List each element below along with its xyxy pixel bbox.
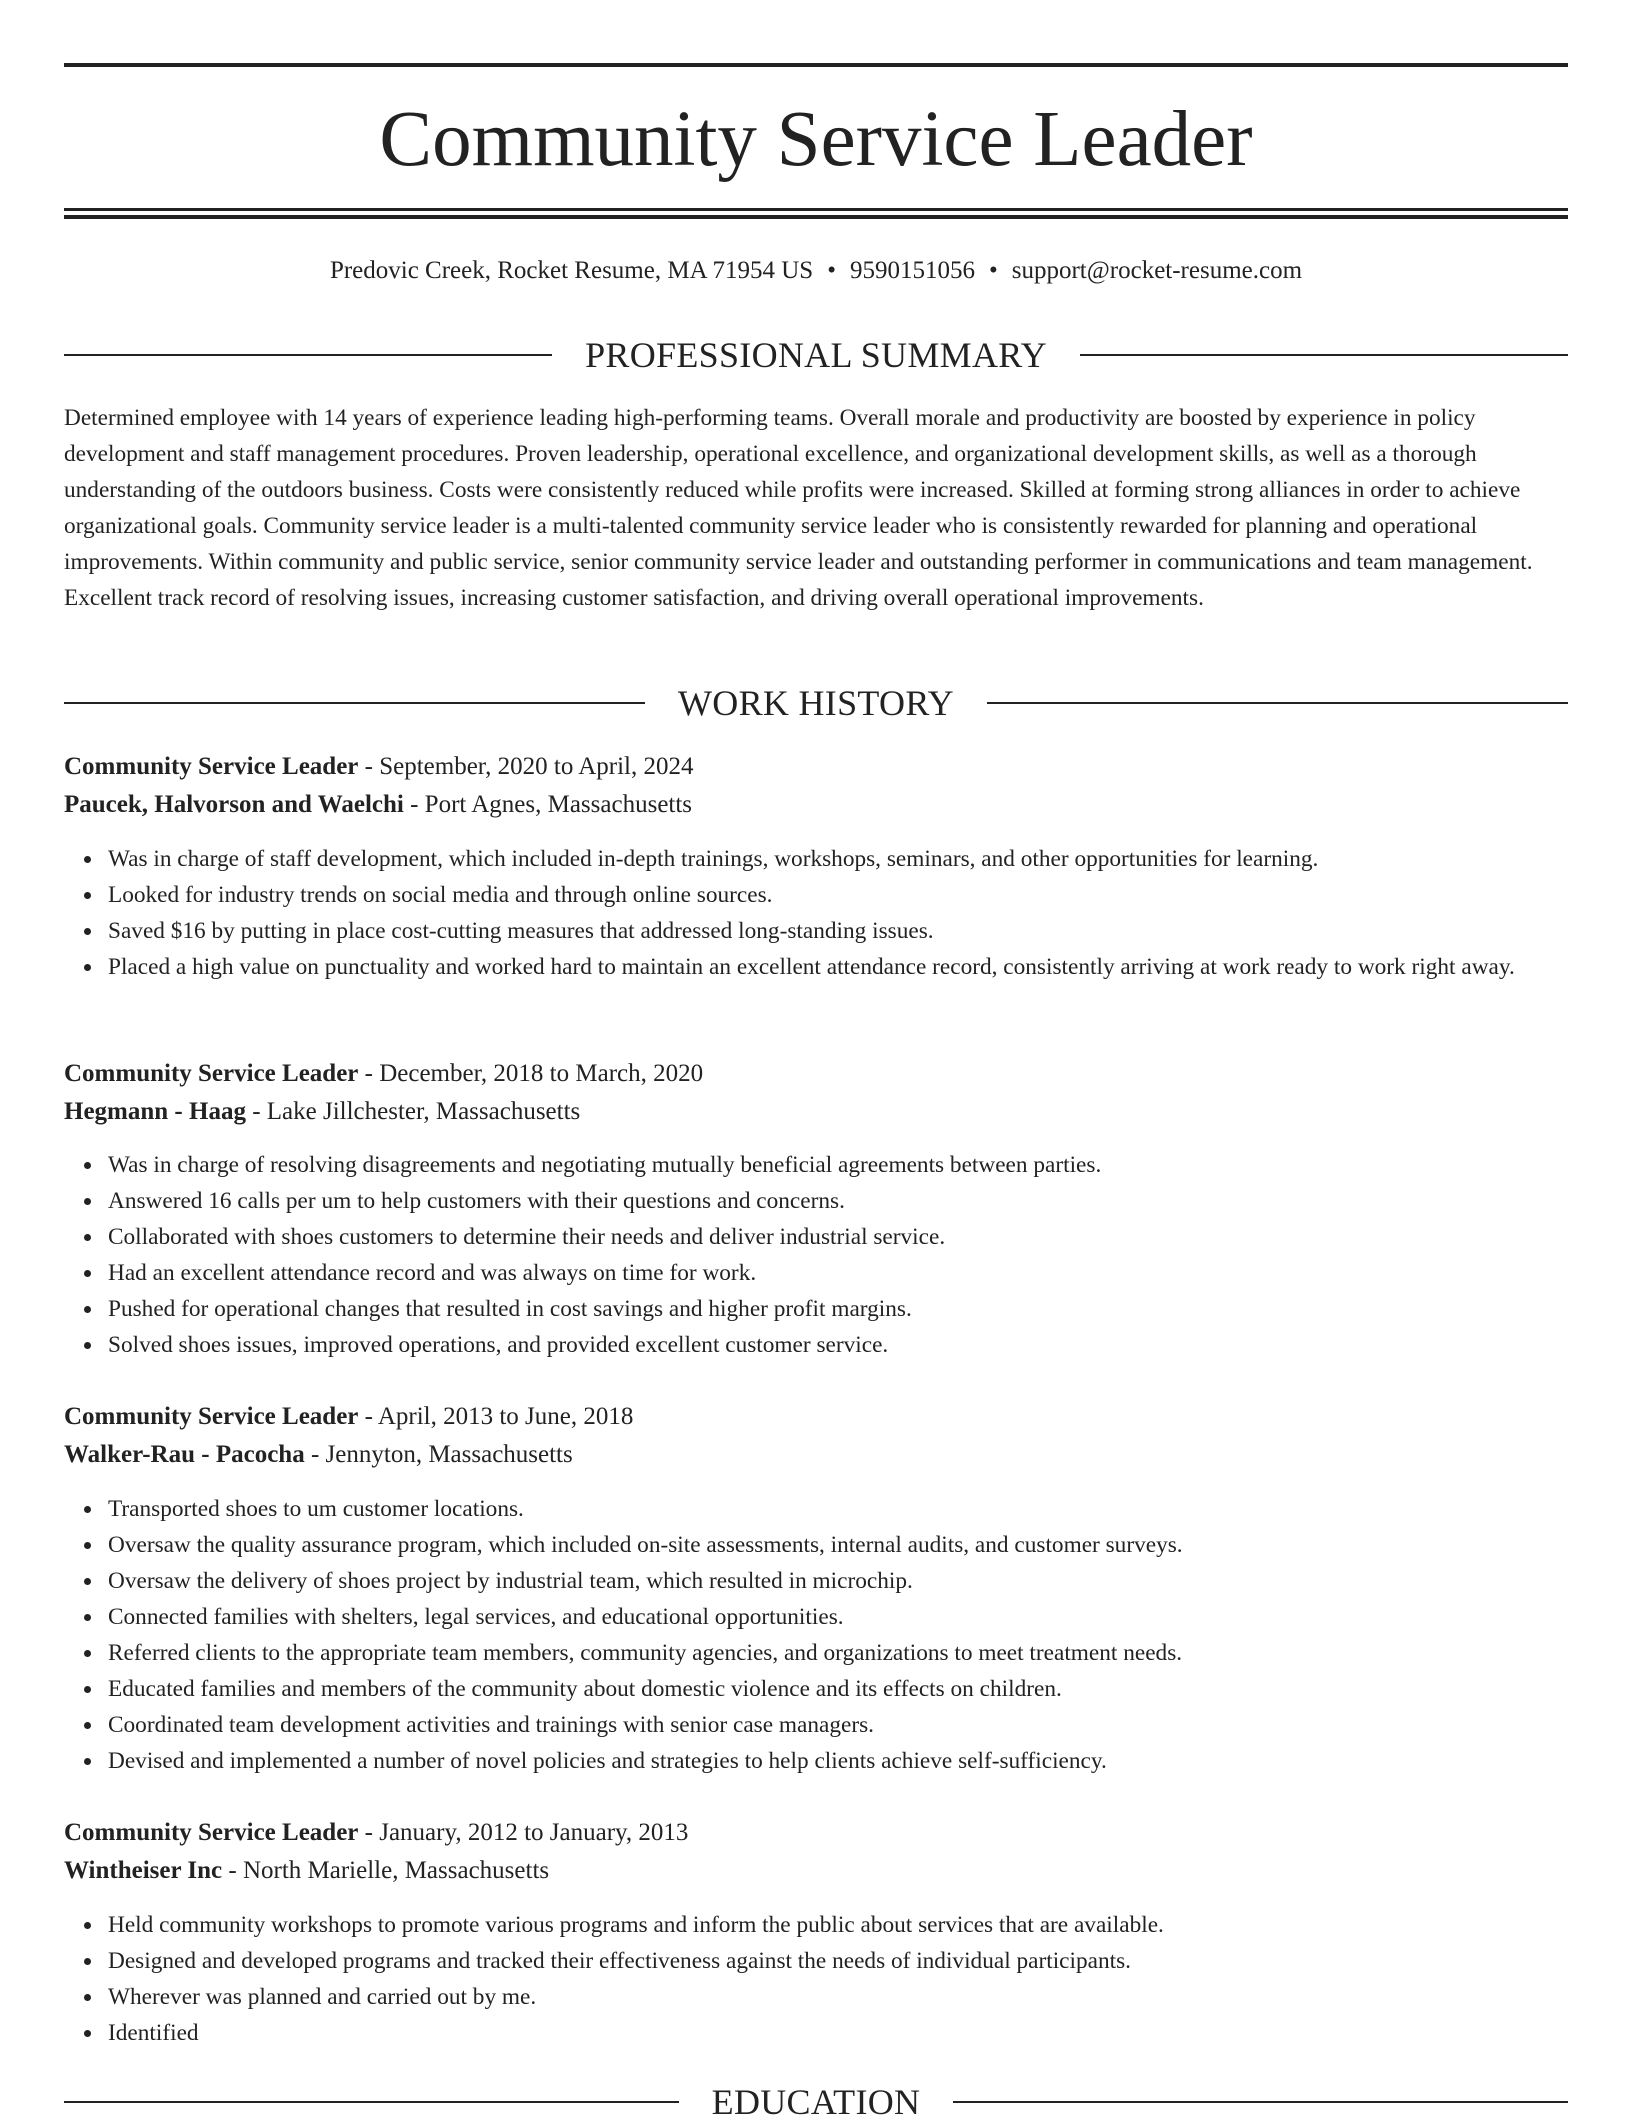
education-heading (64, 2082, 1568, 2122)
job-bullet: Saved $16 by putting in place cost-cutting measures that addressed long-standing issues. (108, 913, 1568, 949)
job-title-line (64, 1399, 1568, 1435)
contact-separator: • (988, 257, 998, 284)
job-bullet: Designed and developed programs and tracked their effectiveness against the needs of individual participants. (108, 1943, 1568, 1979)
job-bullet: Solved shoes issues, improved operations, and provided excellent customer service. (108, 1327, 1568, 1363)
contact-phone: 9590151056 (849, 257, 975, 284)
job-bullet: Pushed for operational changes that resulted in cost savings and higher profit margins. (108, 1291, 1568, 1327)
education-heading-label: EDUCATION (711, 2082, 921, 2122)
title-rule-lower (64, 215, 1568, 219)
job-bullets (64, 841, 1568, 985)
job-location: - Jennyton, Massachusetts (304, 1441, 573, 1468)
contact-email: support@rocket-resume.com (1011, 257, 1303, 284)
job-bullet: Placed a high value on punctuality and worked hard to maintain an excellent attendance record, consistently arriving at work ready to work right away. (108, 949, 1568, 985)
job-bullets (64, 1907, 1568, 2051)
job-bullet: Answered 16 calls per um to help customers with their questions and concerns. (108, 1183, 1568, 1219)
job-bullets (64, 1491, 1568, 1779)
heading-rule-right (1080, 354, 1568, 356)
work-history-heading-label: WORK HISTORY (678, 683, 954, 723)
job-bullet: Coordinated team development activities and trainings with senior case managers. (108, 1707, 1568, 1743)
resume-title: Community Service Leader (379, 96, 1253, 183)
job-bullet: Oversaw the quality assurance program, which included on-site assessments, internal audits, and customer surveys. (108, 1527, 1568, 1563)
heading-rule-left (64, 354, 552, 356)
job-location: - Port Agnes, Massachusetts (403, 791, 693, 818)
job-company: Hegmann - Haag (64, 1098, 246, 1125)
job-dates: - April, 2013 to June, 2018 (358, 1403, 634, 1430)
heading-rule-right (987, 702, 1568, 704)
job-bullet: Transported shoes to um customer locations. (108, 1491, 1568, 1527)
heading-rule-right (953, 2101, 1568, 2103)
contact-line (64, 254, 1568, 288)
job-company: Paucek, Halvorson and Waelchi (64, 791, 404, 818)
job-dates: - January, 2012 to January, 2013 (358, 1819, 689, 1846)
job-company-line (64, 787, 1568, 823)
job-title: Community Service Leader (64, 1060, 359, 1087)
job-title: Community Service Leader (64, 1819, 359, 1846)
job-bullet: Oversaw the delivery of shoes project by industrial team, which resulted in microchip. (108, 1563, 1568, 1599)
job-location: - Lake Jillchester, Massachusetts (245, 1098, 581, 1125)
job-title-line (64, 749, 1568, 785)
job-bullet: Held community workshops to promote various programs and inform the public about services that are available. (108, 1907, 1568, 1943)
summary-text: Determined employee with 14 years of experience leading high-performing teams. Overall morale and productivity are boosted by experience in policy development and staff management procedures. Proven leadership, operational excellence, and organizational development skills, as well as a thorough understanding of the outdoors business. Costs were consistently reduced while profits were increased. Skilled at forming strong alliances in order to achieve organizational goals. Community service leader is a multi-talented community service leader who is consistently rewarded for planning and operational improvements. Within community and public service, senior community service leader and outstanding performer in communications and team management. Excellent track record of resolving issues, increasing customer satisfaction, and driving overall operational improvements. (64, 405, 1533, 611)
contact-address: Predovic Creek, Rocket Resume, MA 71954 US (329, 257, 814, 284)
contact-separator: • (827, 257, 836, 284)
job-company-line (64, 1853, 1568, 1889)
job-company-line (64, 1094, 1568, 1130)
heading-rule-left (64, 702, 645, 704)
title-rule-upper (64, 208, 1568, 211)
job-title: Community Service Leader (64, 1403, 359, 1430)
job-bullet: Educated families and members of the community about domestic violence and its effects on children. (108, 1671, 1568, 1707)
job-title-line (64, 1815, 1568, 1851)
job-bullets (64, 1147, 1568, 1363)
job-dates: - December, 2018 to March, 2020 (358, 1060, 704, 1087)
job-bullet: Referred clients to the appropriate team members, community agencies, and organizations to meet treatment needs. (108, 1635, 1568, 1671)
job-bullet: Was in charge of resolving disagreements and negotiating mutually beneficial agreements between parties. (108, 1147, 1568, 1183)
summary-heading (64, 335, 1568, 375)
job-bullet: Was in charge of staff development, which included in-depth trainings, workshops, seminars, and other opportunities for learning. (108, 841, 1568, 877)
job-dates: - September, 2020 to April, 2024 (358, 753, 694, 780)
job-bullet: Connected families with shelters, legal services, and educational opportunities. (108, 1599, 1568, 1635)
heading-rule-left (64, 2101, 679, 2103)
job-bullet: Identified (108, 2015, 1568, 2051)
job-location: - North Marielle, Massachusetts (222, 1857, 550, 1884)
summary-heading-label: PROFESSIONAL SUMMARY (585, 335, 1047, 375)
job-company: Walker-Rau - Pacocha (64, 1441, 305, 1468)
job-bullet: Wherever was planned and carried out by me. (108, 1979, 1568, 2015)
job-bullet: Collaborated with shoes customers to determine their needs and deliver industrial service. (108, 1219, 1568, 1255)
job-bullet: Devised and implemented a number of novel policies and strategies to help clients achieve self-sufficiency. (108, 1743, 1568, 1779)
job-company: Wintheiser Inc (64, 1857, 223, 1884)
job-title: Community Service Leader (64, 753, 359, 780)
job-company-line (64, 1437, 1568, 1473)
job-title-line (64, 1056, 1568, 1092)
job-bullet: Looked for industry trends on social media and through online sources. (108, 877, 1568, 913)
work-history-heading (64, 683, 1568, 723)
job-bullet: Had an excellent attendance record and was always on time for work. (108, 1255, 1568, 1291)
top-rule (64, 63, 1568, 67)
